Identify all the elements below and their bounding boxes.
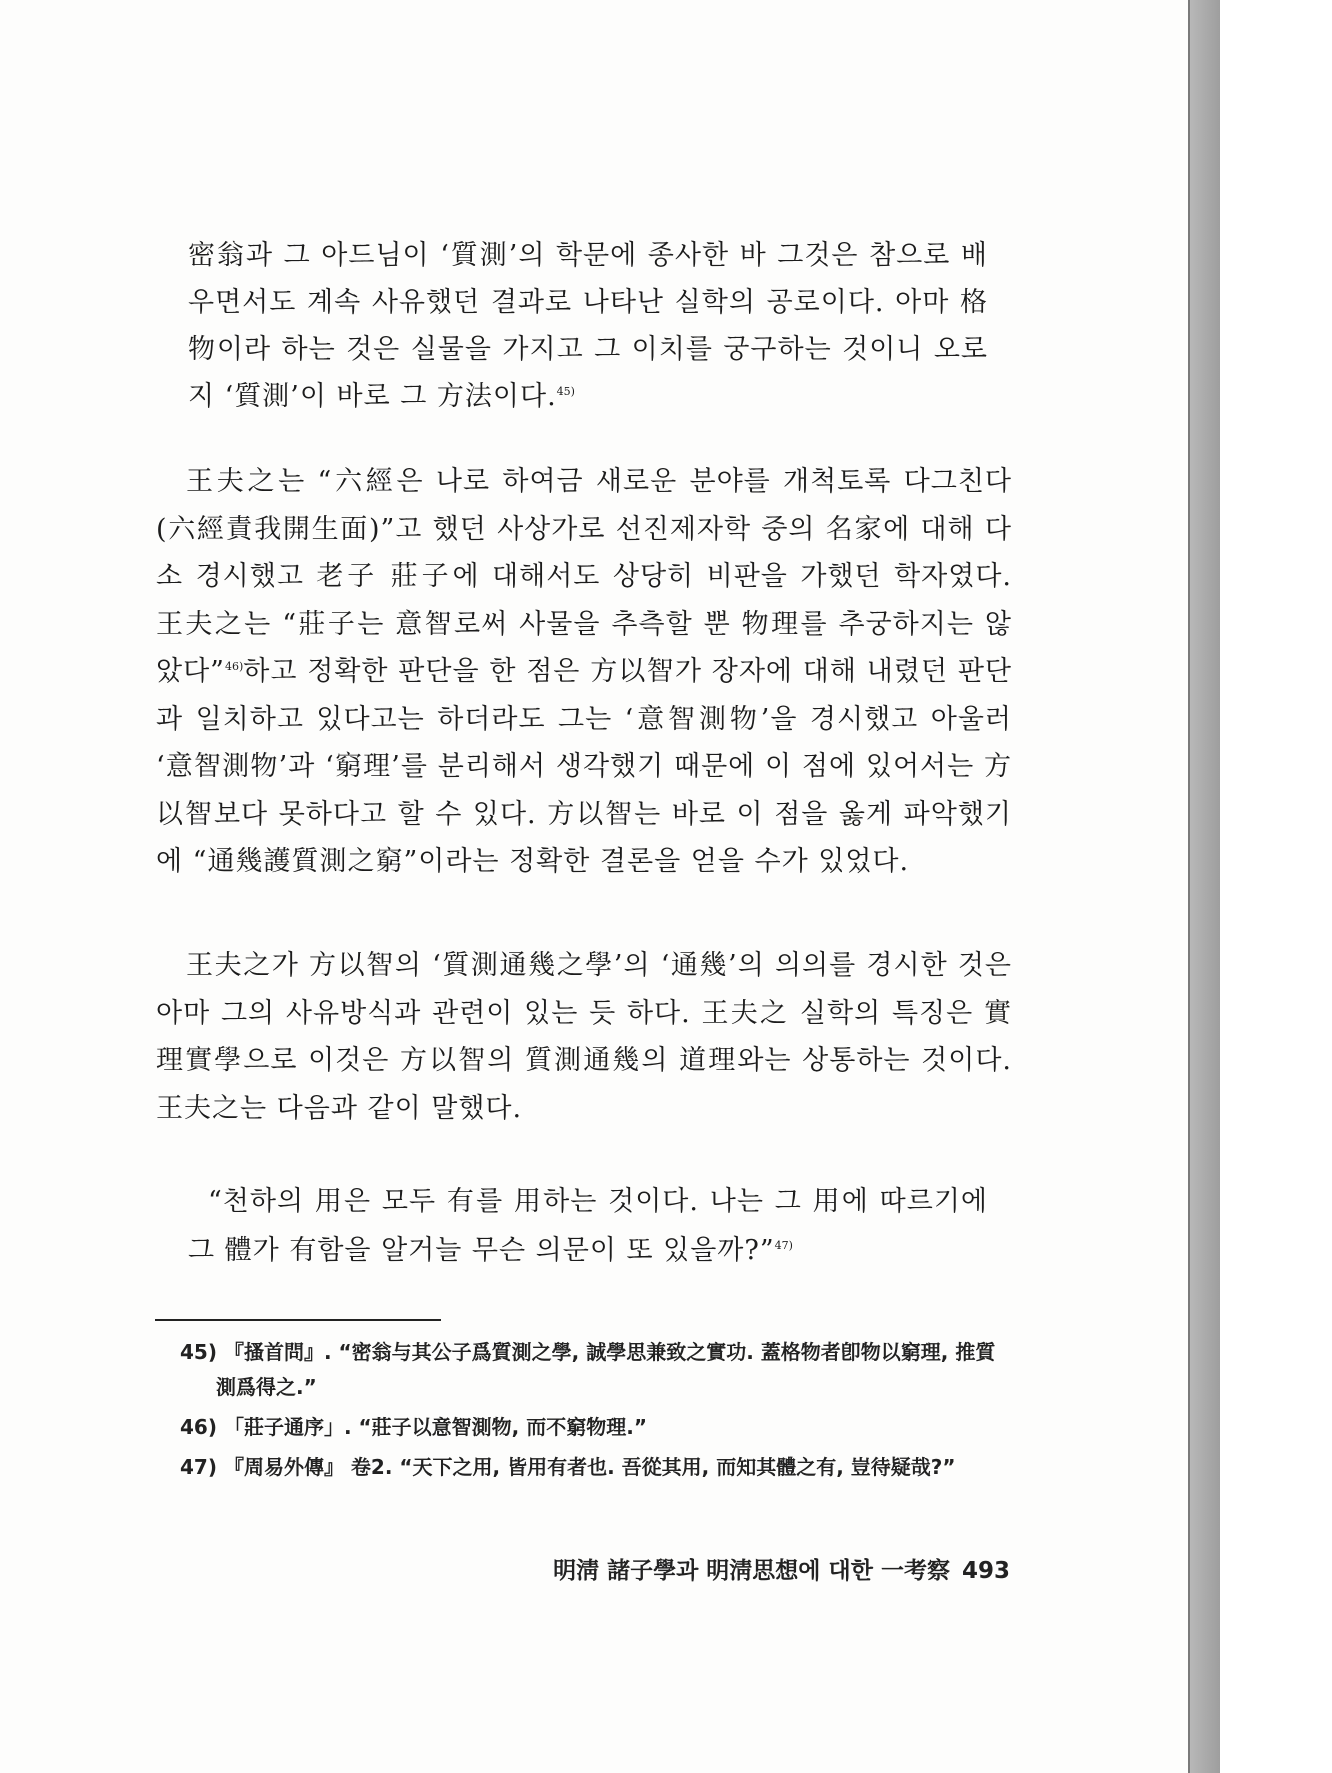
footnote-ref-45: 45) xyxy=(556,385,575,398)
block-quote-2-text: “천하의 用은 모두 有를 用하는 것이다. 나는 그 用에 따르기에 그 體가 有함을 알거늘 무슨 의문이 또 있을까?” xyxy=(188,1186,988,1266)
footnote-number: 46) xyxy=(180,1415,217,1439)
footnote-45 xyxy=(180,1335,1010,1405)
footnote-number: 47) xyxy=(180,1455,217,1479)
footnote-text: 「莊子通序」. “莊子以意智測物, 而不窮物理.” xyxy=(223,1415,647,1439)
page-number: 493 xyxy=(961,1558,1010,1584)
footnote-text: 『周易外傳』 卷2. “天下之用, 皆用有者也. 吾從其用, 而知其體之有, 豈待疑哉?” xyxy=(223,1455,956,1479)
footnote-ref-47: 47) xyxy=(774,1239,793,1252)
paragraph-1 xyxy=(156,458,1012,886)
footnote-number: 45) xyxy=(180,1340,217,1364)
block-quote-1 xyxy=(188,232,988,420)
block-quote-1-text: 密翁과 그 아드님이 ‘質測’의 학문에 종사한 바 그것은 참으로 배우면서도 계속 사유했던 결과로 나타난 실학의 공로이다. 아마 格物이라 하는 것은 실물을 가지고 그 이치를 궁구하는 것이니 오로지 ‘質測’이 바로 그 方法이다. xyxy=(188,240,988,412)
running-footer xyxy=(500,1552,1010,1585)
block-quote-2 xyxy=(188,1177,988,1275)
footnote-text: 『搔首問』. “密翁与其公子爲質測之學, 誠學思兼致之實功. 蓋格物者卽物以窮理, 推質測爲得之.” xyxy=(216,1340,996,1399)
paragraph-1-part2: 하고 정확한 판단을 한 점은 方以智가 장자에 대해 내렸던 판단과 일치하고 있다고는 하더라도 그는 ‘意智測物’을 경시했고 아울러 ‘意智測物’과 ‘窮理’를 분리해서 생각했기 때문에 이 점에 있어서는 方以智보다 못하다고 할 수 있다. 方以智는 바로 이 점을 옳게 파악했기에 “通幾護質測之窮”이라는 정확한 결론을 얻을 수가 있었다. xyxy=(156,656,1012,877)
footnote-46 xyxy=(180,1410,1010,1445)
running-footer-title: 明淸 諸子學과 明淸思想에 대한 一考察 xyxy=(553,1558,950,1584)
footnote-divider xyxy=(155,1319,441,1321)
paragraph-2-text: 王夫之가 方以智의 ‘質測通幾之學’의 ‘通幾’의 의의를 경시한 것은 아마 그의 사유방식과 관련이 있는 듯 하다. 王夫之 실학의 특징은 實理實學으로 이것은 方以智의 質測通幾의 道理와는 상통하는 것이다. 王夫之는 다음과 같이 말했다. xyxy=(156,950,1012,1124)
footnote-ref-46: 46) xyxy=(224,660,244,673)
footnote-47 xyxy=(180,1450,1010,1485)
paragraph-2 xyxy=(156,942,1012,1132)
paragraph-1-part1: 王夫之는 “六經은 나로 하여금 새로운 분야를 개척토록 다그친다(六經責我開生面)”고 했던 사상가로 선진제자학 중의 名家에 대해 다소 경시했고 老子 莊子에 대해서도 상당히 비판을 가했던 학자였다. 王夫之는 “莊子는 意智로써 사물을 추측할 뿐 物理를 추궁하지는 않았다” xyxy=(156,466,1012,687)
footnotes xyxy=(180,1335,1010,1490)
